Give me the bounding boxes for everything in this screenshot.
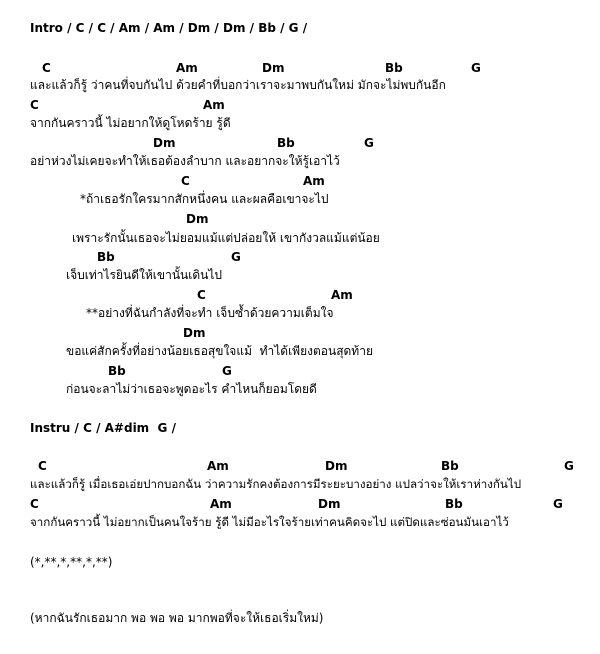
chord: Am [303, 174, 325, 188]
chord: Am [210, 497, 232, 511]
chord: Bb [277, 136, 295, 150]
chord: G [564, 459, 574, 473]
chord: Dm [318, 497, 341, 511]
chord: Bb [385, 61, 403, 75]
chord: Bb [441, 459, 459, 473]
chord: Dm [262, 61, 285, 75]
chord: Dm [183, 326, 206, 340]
lyric-line: และแล้วก็รู้ ว่าคนที่จบกันไป ด้วยคำที่บอกว่าเราจะมาพบกันใหม่ มักจะไม่พบกันอีก [30, 78, 446, 92]
lyric-line: *ถ้าเธอรักใครมากสักหนึ่งคน และผลคือเขาจะไป [80, 192, 329, 206]
lyric-line: จากกันคราวนี้ ไม่อยากเป็นคนใจร้าย รู้ดี ไม่มีอะไรใจร้ายเท่าคนคิดจะไป แต่ปิดและซ่อนมันเอาไว้ [30, 515, 509, 529]
chord: G [553, 497, 563, 511]
chord: Am [331, 288, 353, 302]
chord: Am [203, 98, 225, 112]
lyric-line: ก่อนจะลาไม่ว่าเธอจะพูดอะไร คำไหนก็ยอมโดยดี [66, 382, 317, 396]
lyric-line: เจ็บเท่าไรยินดีให้เขานั้นเดินไป [66, 268, 222, 282]
lyric-line: เพราะรักนั้นเธอจะไม่ยอมแม้แต่ปล่อยให้ เขากังวลแม้แต่น้อย [72, 231, 380, 245]
lyric-line: อย่าห่วงไม่เคยจะทำให้เธอต้องลำบาก และอยากจะให้รู้เอาไว้ [30, 154, 340, 168]
lyric-line: ขอแค่สักครั้งที่อย่างน้อยเธอสุขใจแม้ ทำได้เพียงตอนสุดท้าย [66, 344, 373, 358]
intro-line: Intro / C / C / Am / Am / Dm / Dm / Bb / G / [30, 21, 308, 35]
chord: G [471, 61, 481, 75]
lyric-line: และแล้วก็รู้ เมื่อเธอเอ่ยปากบอกฉัน ว่าความรักคงต้องการมีระยะบางอย่าง แปลว่าจะให้เราห่างกันไป [30, 477, 522, 491]
chord: Bb [445, 497, 463, 511]
chord: C [30, 497, 39, 511]
chord: Bb [97, 250, 115, 264]
lyric-line: จากกันคราวนี้ ไม่อยากให้ดูโหดร้าย รู้ดี [30, 116, 231, 130]
chord: C [197, 288, 206, 302]
chord: C [42, 61, 51, 75]
instru-line: Instru / C / A#dim G / [30, 421, 176, 435]
chord: G [364, 136, 374, 150]
outro-line: (หากฉันรักเธอมาก พอ พอ พอ มากพอที่จะให้เธอเริ่มใหม่) [30, 611, 324, 625]
chord: Am [207, 459, 229, 473]
lyric-line: **อย่างที่ฉันกำลังที่จะทำ เจ็บซ้ำด้วยความเต็มใจ [86, 306, 334, 320]
chord: Am [176, 61, 198, 75]
chord: Bb [108, 364, 126, 378]
chord: Dm [153, 136, 176, 150]
chord: C [181, 174, 190, 188]
chord: Dm [186, 212, 209, 226]
repeat-marker: (*,**,*,**,*,**) [30, 555, 113, 569]
chord: G [222, 364, 232, 378]
chord: C [30, 98, 39, 112]
chord: G [231, 250, 241, 264]
chord: Dm [325, 459, 348, 473]
chord: C [38, 459, 47, 473]
